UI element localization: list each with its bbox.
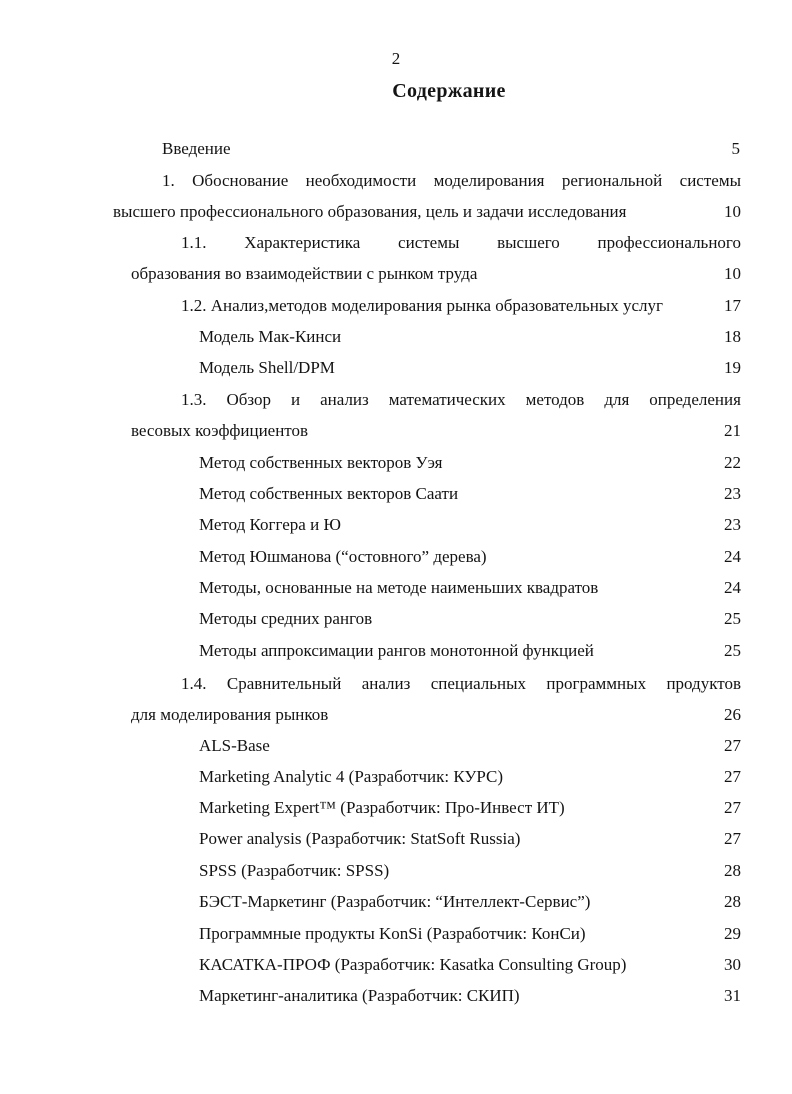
toc-entry-page-number: 30 <box>724 955 741 974</box>
toc-word: 1.1. <box>181 233 207 252</box>
toc-entry[interactable] <box>199 858 741 884</box>
toc-entry[interactable] <box>199 544 741 570</box>
toc-entry-page-number: 18 <box>724 327 741 346</box>
toc-entry[interactable] <box>199 826 741 852</box>
toc-entry-title: Маркетинг-аналитика (Разработчик: СКИП) <box>199 986 520 1005</box>
toc-entry-page-number: 28 <box>724 892 741 911</box>
toc-entry-title: Power analysis (Разработчик: StatSoft Russia) <box>199 829 521 848</box>
toc-word: продуктов <box>666 674 741 693</box>
toc-entry-page-number: 25 <box>724 609 741 628</box>
toc-word: профессионального <box>597 233 741 252</box>
toc-word: моделирования <box>433 171 545 190</box>
toc-entry-page-number: 28 <box>724 861 741 880</box>
toc-entry-page-number: 24 <box>724 578 741 597</box>
toc-entry[interactable] <box>131 418 741 444</box>
toc-entry-page-number: 23 <box>724 515 741 534</box>
toc-word: анализ <box>361 674 411 693</box>
toc-entry[interactable] <box>199 512 741 538</box>
toc-entry[interactable] <box>199 733 741 759</box>
toc-word: 1.4. <box>181 674 207 693</box>
toc-word: Обоснование <box>192 171 289 190</box>
toc-entry-title: Marketing Analytic 4 (Разработчик: КУРС) <box>199 767 504 786</box>
toc-entry-title: Программные продукты KonSi (Разработчик: КонСи) <box>199 924 586 943</box>
toc-word: 1.3. <box>181 390 207 409</box>
toc-entry-title: Метод Юшманова (“остовного” дерева) <box>199 547 487 566</box>
toc-entry-title: Marketing Expert™ (Разработчик: Про-Инвест ИТ) <box>199 798 565 817</box>
toc-entry-page-number: 31 <box>724 986 741 1005</box>
toc-word: Обзор <box>226 390 272 409</box>
toc-entry-page-number: 23 <box>724 484 741 503</box>
toc-entry[interactable] <box>199 481 741 507</box>
toc-entry-title: весовых коэффициентов <box>131 421 309 440</box>
toc-entry[interactable] <box>199 952 741 978</box>
toc-entry-page-number: 27 <box>724 829 741 848</box>
toc-word: математических <box>388 390 506 409</box>
toc-entry[interactable] <box>199 983 741 1009</box>
toc-entry[interactable] <box>131 702 741 728</box>
toc-entry-page-number: 19 <box>724 358 741 377</box>
toc-entry[interactable] <box>162 136 740 162</box>
toc-entry-title: Модель Shell/DPM <box>199 358 335 377</box>
toc-entry[interactable] <box>199 324 741 350</box>
toc-word: специальных <box>430 674 527 693</box>
toc-word: определения <box>649 390 741 409</box>
toc-entry-title: ALS-Base <box>199 736 270 755</box>
toc-entry[interactable] <box>199 450 741 476</box>
toc-entry-page-number: 29 <box>724 924 741 943</box>
toc-entry[interactable] <box>131 261 741 287</box>
toc-entry-title: для моделирования рынков <box>131 705 329 724</box>
toc-entry-page-number: 25 <box>724 641 741 660</box>
toc-entry-title: Метод собственных векторов Саати <box>199 484 459 503</box>
toc-entry-title: КАСАТКА-ПРОФ (Разработчик: Kasatka Consulting Group) <box>199 955 627 974</box>
toc-word: программных <box>546 674 647 693</box>
toc-entry-title: SPSS (Разработчик: SPSS) <box>199 861 390 880</box>
toc-word: системы <box>679 171 741 190</box>
toc-entry-page-number: 26 <box>724 705 741 724</box>
toc-entry-title: Методы, основанные на методе наименьших квадратов <box>199 578 599 597</box>
toc-entry[interactable] <box>199 764 741 790</box>
toc-word: региональной <box>561 171 663 190</box>
toc-entry[interactable] <box>199 638 741 664</box>
toc-entry-title: Модель Мак-Кинси <box>199 327 342 346</box>
toc-entry-page-number: 27 <box>724 767 741 786</box>
page-number: 2 <box>391 49 401 68</box>
toc-entry-page-number: 17 <box>724 296 741 315</box>
toc-entry-title: Методы аппроксимации рангов монотонной функцией <box>199 641 594 660</box>
toc-entry-title: Методы средних рангов <box>199 609 373 628</box>
page-title: Содержание <box>392 80 506 102</box>
toc-entry-title: Метод собственных векторов Уэя <box>199 453 443 472</box>
toc-word: высшего <box>497 233 560 252</box>
toc-entry-justified-line <box>181 671 741 697</box>
toc-word: Сравнительный <box>226 674 342 693</box>
toc-entry-page-number: 10 <box>724 264 741 283</box>
toc-entry-page-number: 21 <box>724 421 741 440</box>
toc-word: и <box>291 390 301 409</box>
toc-entry-page-number: 24 <box>724 547 741 566</box>
toc-entry-title: 1.2. Анализ,методов моделирования рынка образовательных услуг <box>181 296 663 315</box>
toc-entry[interactable] <box>199 355 741 381</box>
toc-entry-justified-line <box>162 168 741 194</box>
toc-word: 1. <box>162 171 175 190</box>
toc-word: необходимости <box>305 171 417 190</box>
toc-entry[interactable] <box>199 889 741 915</box>
toc-entry-page-number: 27 <box>724 736 741 755</box>
toc-entry-page-number: 5 <box>731 139 740 158</box>
toc-entry-justified-line <box>181 387 741 413</box>
toc-entry[interactable] <box>181 293 741 319</box>
toc-entry[interactable] <box>199 606 741 632</box>
toc-entry-justified-line <box>181 230 741 256</box>
toc-entry-title: БЭСТ-Маркетинг (Разработчик: “Интеллект-Сервис”) <box>199 892 591 911</box>
toc-entry-title: образования во взаимодействии с рынком труда <box>131 264 478 283</box>
toc-entry-title: высшего профессионального образования, цель и задачи исследования <box>113 202 627 221</box>
toc-word: для <box>604 390 630 409</box>
toc-entry-page-number: 22 <box>724 453 741 472</box>
toc-entry[interactable] <box>199 795 741 821</box>
toc-word: системы <box>398 233 460 252</box>
toc-word: анализ <box>320 390 369 409</box>
toc-entry-page-number: 27 <box>724 798 741 817</box>
toc-entry-page-number: 10 <box>724 202 741 221</box>
toc-word: Характеристика <box>244 233 361 252</box>
toc-entry[interactable] <box>113 199 741 225</box>
toc-entry[interactable] <box>199 575 741 601</box>
toc-word: методов <box>525 390 585 409</box>
toc-entry-title: Метод Коггера и Ю <box>199 515 341 534</box>
toc-entry[interactable] <box>199 921 741 947</box>
toc-entry-title: Введение <box>162 139 231 158</box>
